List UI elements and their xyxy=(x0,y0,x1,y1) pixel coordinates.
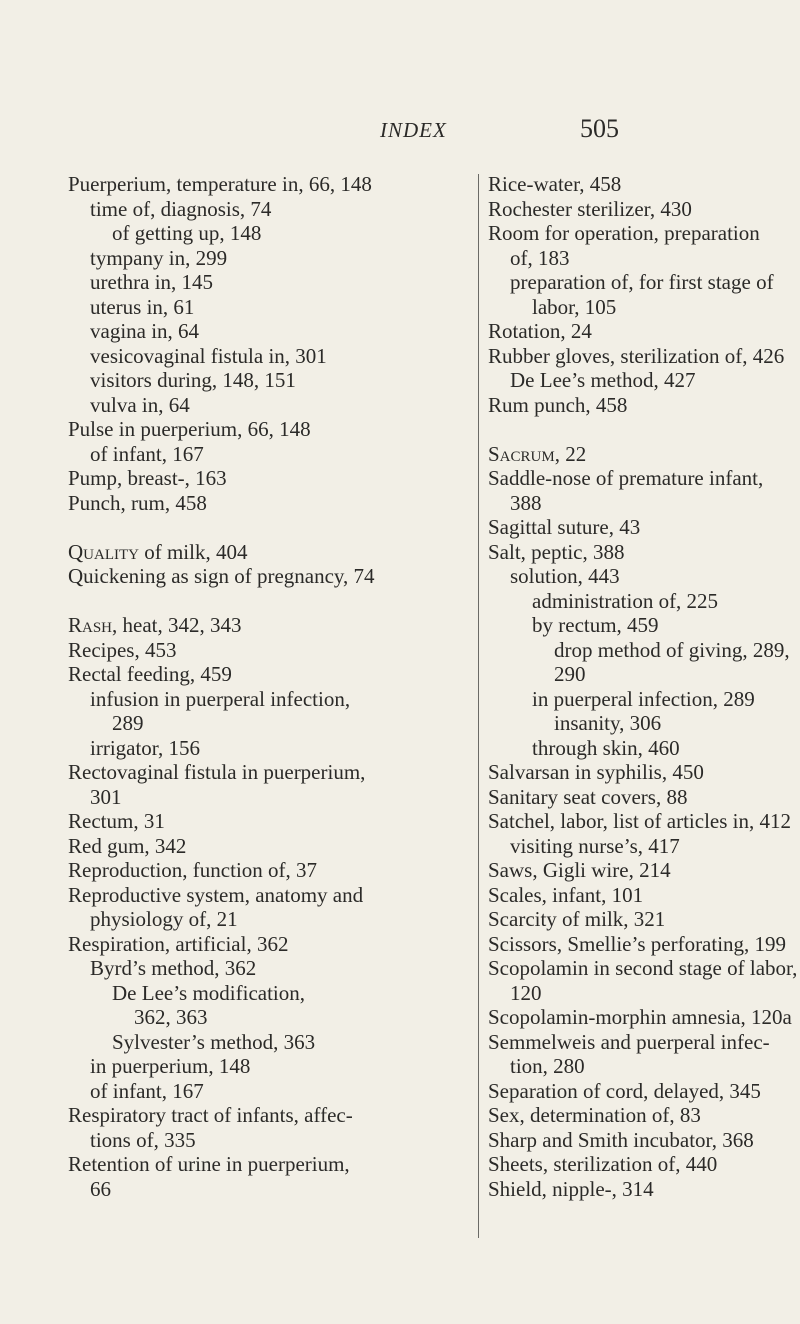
index-column-left xyxy=(68,172,468,1201)
index-entry: Reproductive system, anatomy and xyxy=(68,882,364,907)
index-entry: time of, diagnosis, 74 xyxy=(90,196,272,221)
index-entry: 362, 363 xyxy=(134,1005,208,1029)
index-entry: Red gum, 342 xyxy=(68,833,187,858)
index-entry: Sex, determination of, 83 xyxy=(488,1103,701,1127)
index-entry: Quickening as sign of pregnancy, 74 xyxy=(68,564,375,588)
index-entry: Sylvester’s method, 363 xyxy=(112,1029,316,1054)
index-entry: 289 xyxy=(112,711,144,735)
index-entry: De Lee’s method, 427 xyxy=(510,368,696,392)
index-entry: physiology of, 21 xyxy=(90,907,238,931)
index-entry: Scopolamin-morphin amnesia, 120a xyxy=(488,1005,792,1029)
index-entry: Saws, Gigli wire, 214 xyxy=(488,858,671,882)
index-entry: Pump, breast-, 163 xyxy=(68,466,227,490)
index-entry: 120 xyxy=(510,980,542,1005)
index-entry: Rectum, 31 xyxy=(68,809,165,833)
index-entry: 66 xyxy=(90,1176,111,1201)
index-entry: Byrd’s method, 362 xyxy=(90,956,257,980)
index-entry: by rectum, 459 xyxy=(532,613,659,637)
index-entry: infusion in puerperal infection, xyxy=(90,686,351,711)
index-entry: visitors during, 148, 151 xyxy=(90,368,296,392)
index-entry: of infant, 167 xyxy=(90,1078,204,1103)
index-entry: Room for operation, preparation xyxy=(488,221,760,245)
index-entry: Scissors, Smellie’s perforating, 199 xyxy=(488,931,787,956)
section-gap xyxy=(488,417,742,442)
index-entry: Sagittal suture, 43 xyxy=(488,515,641,539)
index-entry: Rum punch, 458 xyxy=(488,392,628,417)
index-entry: of, 183 xyxy=(510,245,570,270)
index-entry: through skin, 460 xyxy=(532,735,680,760)
index-entry: Scarcity of milk, 321 xyxy=(488,907,666,931)
index-entry: 388 xyxy=(510,490,542,515)
index-entry: Respiration, artificial, 362 xyxy=(68,931,289,956)
index-entry: irrigator, 156 xyxy=(90,735,200,760)
index-entry: in puerperal infection, 289 xyxy=(532,686,755,711)
index-entry: tion, 280 xyxy=(510,1054,585,1078)
column-divider xyxy=(478,174,479,1238)
index-entry: Recipes, 453 xyxy=(68,637,177,662)
index-entry: urethra in, 145 xyxy=(90,270,214,294)
index-entry: of getting up, 148 xyxy=(112,221,262,245)
index-entry: Satchel, labor, list of articles in, 412 xyxy=(488,809,792,833)
index-entry: Sharp and Smith incubator, 368 xyxy=(488,1127,754,1152)
index-entry: preparation of, for first stage of xyxy=(510,270,774,294)
index-entry: vulva in, 64 xyxy=(90,392,190,417)
index-entry: Sheets, sterilization of, 440 xyxy=(488,1152,718,1176)
section-head-word: Rash xyxy=(68,613,113,637)
index-entry: Semmelweis and puerperal infec- xyxy=(488,1029,770,1054)
index-entry: Rash, heat, 342, 343 xyxy=(68,613,242,637)
index-entry: Salt, peptic, 388 xyxy=(488,539,625,564)
index-entry: Retention of urine in puerperium, xyxy=(68,1152,350,1176)
index-entry: De Lee’s modification, xyxy=(112,980,306,1005)
index-entry: insanity, 306 xyxy=(554,711,662,735)
index-entry: vagina in, 64 xyxy=(90,319,200,343)
index-entry: Rotation, 24 xyxy=(488,319,592,343)
index-entry: in puerperium, 148 xyxy=(90,1054,251,1078)
index-entry: Sanitary seat covers, 88 xyxy=(488,784,688,809)
section-head-word: Quality xyxy=(68,539,139,564)
index-entry: Scopolamin in second stage of labor, xyxy=(488,956,798,980)
index-entry: uterus in, 61 xyxy=(90,294,195,319)
index-entry: administration of, 225 xyxy=(532,588,719,613)
index-entry: vesicovaginal fistula in, 301 xyxy=(90,343,327,368)
section-head-word: Sacrum xyxy=(488,441,555,466)
page-header xyxy=(0,114,800,158)
index-column-right xyxy=(488,172,798,1201)
index-entry: Pulse in puerperium, 66, 148 xyxy=(68,417,311,441)
index-entry: of infant, 167 xyxy=(90,441,204,466)
section-gap xyxy=(68,515,468,540)
index-entry: 301 xyxy=(90,784,122,809)
index-entry: drop method of giving, 289, xyxy=(554,637,790,662)
index-entry: Quality of milk, 404 xyxy=(68,539,248,564)
index-entry: Reproduction, function of, 37 xyxy=(68,858,318,882)
index-entry: Scales, infant, 101 xyxy=(488,882,644,907)
index-entry: Separation of cord, delayed, 345 xyxy=(488,1078,761,1103)
index-entry: tympany in, 299 xyxy=(90,245,228,270)
index-entry: 290 xyxy=(554,662,586,686)
index-entry: Salvarsan in syphilis, 450 xyxy=(488,760,704,784)
index-entry: Rubber gloves, sterilization of, 426 xyxy=(488,343,785,368)
index-entry: Sacrum, 22 xyxy=(488,441,587,466)
index-entry: Rectovaginal fistula in puerperium, xyxy=(68,760,366,784)
index-entry: tions of, 335 xyxy=(90,1127,196,1152)
index-entry: Shield, nipple-, 314 xyxy=(488,1176,654,1201)
index-entry: Rice-water, 458 xyxy=(488,172,622,196)
index-entry: solution, 443 xyxy=(510,564,620,588)
index-entry: Respiratory tract of infants, affec- xyxy=(68,1103,353,1127)
index-entry: Punch, rum, 458 xyxy=(68,490,207,515)
index-entry: Rochester sterilizer, 430 xyxy=(488,196,692,221)
running-title: INDEX xyxy=(380,118,447,142)
section-gap xyxy=(68,589,468,614)
index-entry: Puerperium, temperature in, 66, 148 xyxy=(68,172,372,196)
index-entry: Saddle-nose of premature infant, xyxy=(488,466,764,490)
index-entry: visiting nurse’s, 417 xyxy=(510,833,680,858)
index-entry: Rectal feeding, 459 xyxy=(68,662,232,686)
index-entry: labor, 105 xyxy=(532,294,617,319)
page-number: 505 xyxy=(580,114,619,143)
